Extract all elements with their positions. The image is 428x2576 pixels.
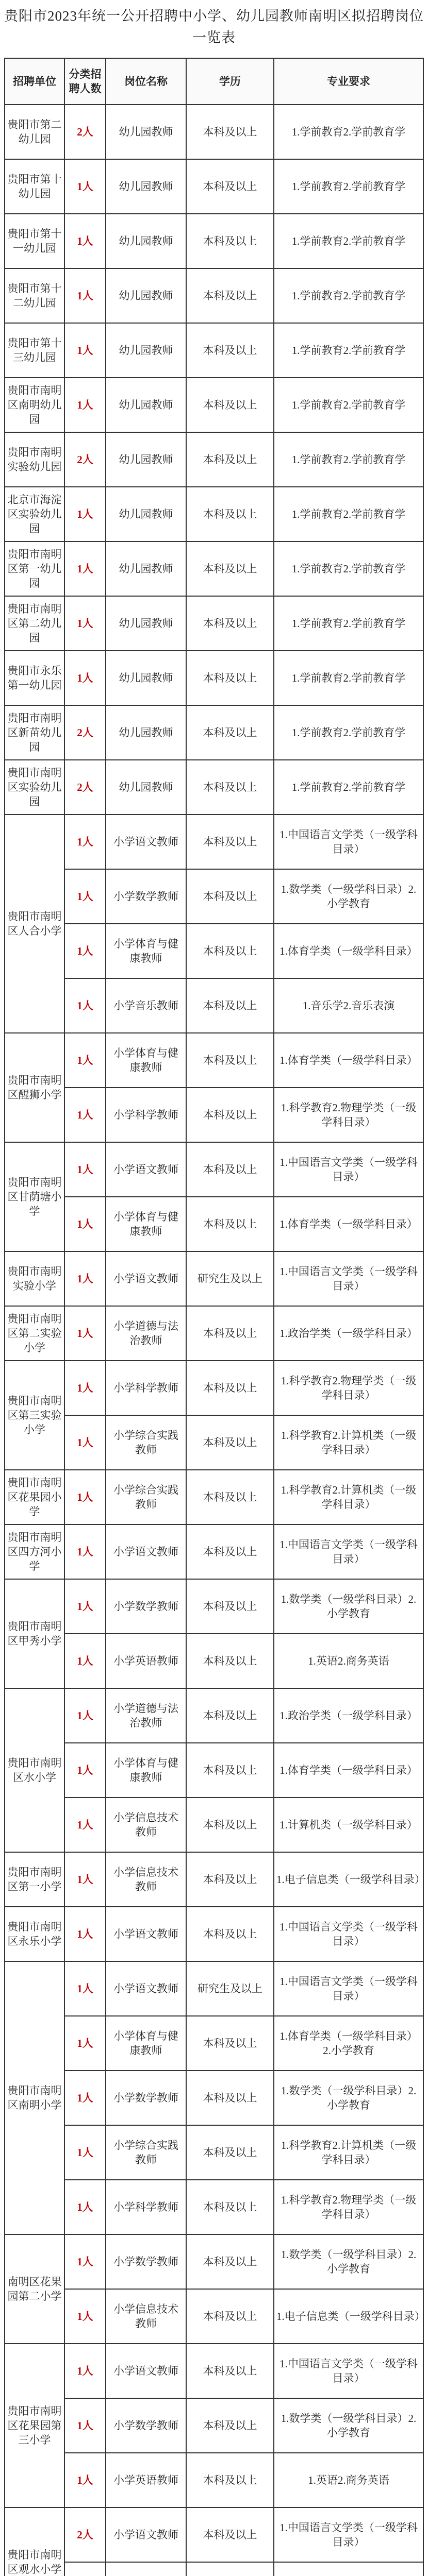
- table-row: [5, 1415, 423, 1470]
- education-cell: 本科及以上: [186, 214, 274, 268]
- education-cell: [186, 2562, 274, 2576]
- school-cell: 贵阳市第十一幼儿园: [5, 214, 64, 268]
- header-count: 分类招聘人数: [64, 58, 106, 105]
- major-cell: 1.数学类（一级学科目录）2.小学教育: [274, 1579, 423, 1634]
- count-cell: 1人: [64, 1197, 106, 1251]
- education-cell: 本科及以上: [186, 2016, 274, 2071]
- school-cell: 贵阳市南明区南明小学: [5, 1961, 64, 2234]
- header-school: 招聘单位: [5, 58, 64, 105]
- major-cell: 1.学前教育2.学前教育学: [274, 651, 423, 705]
- education-cell: 本科及以上: [186, 760, 274, 815]
- major-cell: 1.政治学类（一级学科目录）: [274, 1306, 423, 1361]
- school-cell: 南明区花果园第二小学: [5, 2234, 64, 2344]
- major-cell: 1.政治学类（一级学科目录）: [274, 1688, 423, 1743]
- table-row: [5, 1907, 423, 1961]
- education-cell: 本科及以上: [186, 159, 274, 214]
- education-cell: 本科及以上: [186, 651, 274, 705]
- major-cell: 1.电子信息类（一级学科目录）: [274, 1852, 423, 1907]
- table-row: [5, 596, 423, 651]
- count-cell: 1人: [64, 1907, 106, 1961]
- major-cell: 1.中国语言文学类（一级学科目录）: [274, 2344, 423, 2398]
- education-cell: 本科及以上: [186, 1033, 274, 1088]
- header-major: 专业要求: [274, 58, 423, 105]
- major-cell: 1.音乐学2.音乐表演: [274, 978, 423, 1033]
- page-title: 贵阳市2023年统一公开招聘中小学、幼儿园教师南明区拟招聘岗位一览表: [4, 8, 424, 45]
- education-cell: 本科及以上: [186, 978, 274, 1033]
- count-cell: 1人: [64, 1361, 106, 1415]
- count-cell: 1人: [64, 1688, 106, 1743]
- count-cell: 1人: [64, 2398, 106, 2453]
- table-row: [5, 541, 423, 596]
- school-cell: 贵阳市南明区第二幼儿园: [5, 596, 64, 651]
- school-cell: 贵阳市南明区第三实验小学: [5, 1361, 64, 1470]
- count-cell: 1人: [64, 214, 106, 268]
- post-cell: 小学语文教师: [106, 1907, 186, 1961]
- major-cell: 1.科学教育2.物理学类（一级学科目录）: [274, 2180, 423, 2234]
- table-row: [5, 1251, 423, 1306]
- education-cell: 本科及以上: [186, 1852, 274, 1907]
- table-row: [5, 159, 423, 214]
- post-cell: 小学数学教师: [106, 869, 186, 924]
- post-cell: 幼儿园教师: [106, 651, 186, 705]
- school-cell: 贵阳市南明区第一小学: [5, 1852, 64, 1907]
- table-row: [5, 1688, 423, 1743]
- count-cell: 1人: [64, 924, 106, 978]
- education-cell: 本科及以上: [186, 2234, 274, 2289]
- post-cell: 小学信息技术教师: [106, 1798, 186, 1852]
- major-cell: 1.学前教育2.学前教育学: [274, 105, 423, 159]
- post-cell: 小学体育与健康教师: [106, 1033, 186, 1088]
- school-cell: 贵阳市南明区第一幼儿园: [5, 541, 64, 596]
- major-cell: 1.体育学类（一级学科目录）2.小学教育: [274, 2016, 423, 2071]
- major-cell: 1.学前教育2.学前教育学: [274, 378, 423, 432]
- count-cell: 1人: [64, 2016, 106, 2071]
- major-cell: 1.学前教育2.学前教育学: [274, 541, 423, 596]
- major-cell: 1.学前教育2.学前教育学: [274, 760, 423, 815]
- school-cell: 贵阳市南明区四方河小学: [5, 1524, 64, 1579]
- major-cell: 1.学前教育2.学前教育学: [274, 214, 423, 268]
- major-cell: 1.电子信息类（一级学科目录）: [274, 2289, 423, 2344]
- post-cell: 小学综合实践教师: [106, 2125, 186, 2180]
- table-row: [5, 705, 423, 760]
- education-cell: 本科及以上: [186, 1415, 274, 1470]
- education-cell: 本科及以上: [186, 869, 274, 924]
- education-cell: 本科及以上: [186, 1197, 274, 1251]
- count-cell: 1人: [64, 487, 106, 541]
- major-cell: 1.学前教育2.学前教育学: [274, 268, 423, 323]
- table-row: [5, 978, 423, 1033]
- education-cell: 本科及以上: [186, 2071, 274, 2125]
- education-cell: 本科及以上: [186, 1470, 274, 1524]
- table-row: [5, 2289, 423, 2344]
- post-cell: 小学英语教师: [106, 1634, 186, 1688]
- school-cell: 贵阳市第十幼儿园: [5, 159, 64, 214]
- post-cell: 小学数学教师: [106, 2071, 186, 2125]
- table-row: [5, 760, 423, 815]
- post-cell: 小学数学教师: [106, 2398, 186, 2453]
- education-cell: 本科及以上: [186, 2507, 274, 2562]
- count-cell: 1人: [64, 596, 106, 651]
- table-body: [5, 105, 423, 2576]
- major-cell: [274, 2562, 423, 2576]
- school-cell: 贵阳市南明区水小学: [5, 1688, 64, 1852]
- table-row: [5, 1524, 423, 1579]
- education-cell: 本科及以上: [186, 1798, 274, 1852]
- count-cell: 1人: [64, 159, 106, 214]
- post-cell: 小学综合实践教师: [106, 1415, 186, 1470]
- school-cell: 贵阳市第二幼儿园: [5, 105, 64, 159]
- education-cell: 本科及以上: [186, 705, 274, 760]
- major-cell: 1.数学类（一级学科目录）2.小学教育: [274, 869, 423, 924]
- count-cell: 1人: [64, 2071, 106, 2125]
- count-cell: 1人: [64, 1251, 106, 1306]
- education-cell: 本科及以上: [186, 2453, 274, 2507]
- education-cell: 本科及以上: [186, 1306, 274, 1361]
- table-row: [5, 2234, 423, 2289]
- major-cell: 1.英语2.商务英语: [274, 1634, 423, 1688]
- table-row: [5, 214, 423, 268]
- major-cell: 1.学前教育2.学前教育学: [274, 159, 423, 214]
- major-cell: 1.英语2.商务英语: [274, 2453, 423, 2507]
- education-cell: 本科及以上: [186, 2289, 274, 2344]
- school-cell: 贵阳市南明区甘荫塘小学: [5, 1142, 64, 1251]
- education-cell: 本科及以上: [186, 541, 274, 596]
- table-row: [5, 1634, 423, 1688]
- table-row: [5, 105, 423, 159]
- major-cell: 1.数学类（一级学科目录）2.小学教育: [274, 2398, 423, 2453]
- school-cell: 贵阳市南明区第二实验小学: [5, 1306, 64, 1361]
- education-cell: 本科及以上: [186, 1361, 274, 1415]
- major-cell: 1.中国语言文学类（一级学科目录）: [274, 1907, 423, 1961]
- major-cell: 1.中国语言文学类（一级学科目录）: [274, 1961, 423, 2016]
- post-cell: 小学科学教师: [106, 2180, 186, 2234]
- count-cell: 1人: [64, 2180, 106, 2234]
- table-header-row: [5, 58, 423, 105]
- table-row: [5, 1743, 423, 1798]
- education-cell: 本科及以上: [186, 1579, 274, 1634]
- count-cell: 1人: [64, 323, 106, 378]
- table-row: [5, 432, 423, 487]
- major-cell: 1.学前教育2.学前教育学: [274, 487, 423, 541]
- post-cell: 小学体育与健康教师: [106, 1197, 186, 1251]
- major-cell: 1.学前教育2.学前教育学: [274, 432, 423, 487]
- school-cell: 贵阳市南明区人合小学: [5, 815, 64, 1033]
- table-row: [5, 1361, 423, 1415]
- table-row: [5, 487, 423, 541]
- table-row: [5, 1579, 423, 1634]
- count-cell: 1人: [64, 1306, 106, 1361]
- table-row: [5, 2180, 423, 2234]
- education-cell: 本科及以上: [186, 1688, 274, 1743]
- major-cell: 1.中国语言文学类（一级学科目录）: [274, 1251, 423, 1306]
- post-cell: [106, 2562, 186, 2576]
- education-cell: 研究生及以上: [186, 1961, 274, 2016]
- post-cell: 幼儿园教师: [106, 705, 186, 760]
- count-cell: 1人: [64, 1470, 106, 1524]
- table-row: [5, 1142, 423, 1197]
- count-cell: 1人: [64, 268, 106, 323]
- count-cell: 1人: [64, 541, 106, 596]
- table-row: [5, 2507, 423, 2562]
- post-cell: 小学数学教师: [106, 2234, 186, 2289]
- education-cell: 本科及以上: [186, 1634, 274, 1688]
- table-row: [5, 268, 423, 323]
- count-cell: 1人: [64, 2344, 106, 2398]
- major-cell: 1.中国语言文学类（一级学科目录）: [274, 815, 423, 869]
- count-cell: 1人: [64, 1852, 106, 1907]
- education-cell: 本科及以上: [186, 105, 274, 159]
- table-row: [5, 2016, 423, 2071]
- post-cell: 幼儿园教师: [106, 214, 186, 268]
- table-row: [5, 2344, 423, 2398]
- post-cell: 幼儿园教师: [106, 378, 186, 432]
- school-cell: 贵阳市南明区南明幼儿园: [5, 378, 64, 432]
- count-cell: 1人: [64, 815, 106, 869]
- count-cell: 1人: [64, 1961, 106, 2016]
- post-cell: 小学综合实践教师: [106, 1470, 186, 1524]
- count-cell: 2人: [64, 105, 106, 159]
- post-cell: 小学道德与法治教师: [106, 1688, 186, 1743]
- major-cell: 1.数学类（一级学科目录）2.小学教育: [274, 2234, 423, 2289]
- post-cell: 幼儿园教师: [106, 268, 186, 323]
- table-row: [5, 1306, 423, 1361]
- education-cell: 本科及以上: [186, 815, 274, 869]
- header-education: 学历: [186, 58, 274, 105]
- count-cell: 1人: [64, 2125, 106, 2180]
- count-cell: 1人: [64, 1142, 106, 1197]
- post-cell: 幼儿园教师: [106, 432, 186, 487]
- school-cell: 贵阳市南明区观水小学: [5, 2507, 64, 2576]
- major-cell: 1.科学教育2.计算机类（一级学科目录）: [274, 1415, 423, 1470]
- table-row: [5, 924, 423, 978]
- table-row: [5, 1961, 423, 2016]
- school-cell: 贵阳市南明区新苗幼儿园: [5, 705, 64, 760]
- count-cell: [64, 2562, 106, 2576]
- major-cell: 1.体育学类（一级学科目录）: [274, 924, 423, 978]
- count-cell: 1人: [64, 1415, 106, 1470]
- school-cell: 贵阳市第十二幼儿园: [5, 268, 64, 323]
- major-cell: 1.体育学类（一级学科目录）: [274, 1033, 423, 1088]
- post-cell: 小学语文教师: [106, 1251, 186, 1306]
- count-cell: 2人: [64, 705, 106, 760]
- post-cell: 小学音乐教师: [106, 978, 186, 1033]
- post-cell: 幼儿园教师: [106, 487, 186, 541]
- education-cell: 本科及以上: [186, 378, 274, 432]
- post-cell: 小学道德与法治教师: [106, 1306, 186, 1361]
- education-cell: 本科及以上: [186, 1524, 274, 1579]
- post-cell: 小学数学教师: [106, 1579, 186, 1634]
- table-row: [5, 2071, 423, 2125]
- count-cell: 1人: [64, 1088, 106, 1142]
- post-cell: 小学语文教师: [106, 1524, 186, 1579]
- post-cell: 幼儿园教师: [106, 323, 186, 378]
- major-cell: 1.科学教育2.计算机类（一级学科目录）: [274, 2125, 423, 2180]
- count-cell: 1人: [64, 1033, 106, 1088]
- count-cell: 2人: [64, 432, 106, 487]
- post-cell: 小学信息技术教师: [106, 1852, 186, 1907]
- education-cell: 本科及以上: [186, 1907, 274, 1961]
- count-cell: 2人: [64, 2507, 106, 2562]
- education-cell: 本科及以上: [186, 1142, 274, 1197]
- education-cell: 本科及以上: [186, 2125, 274, 2180]
- count-cell: 1人: [64, 651, 106, 705]
- post-cell: 小学科学教师: [106, 1361, 186, 1415]
- major-cell: 1.体育学类（一级学科目录）: [274, 1743, 423, 1798]
- major-cell: 1.计算机类（一级学科目录）: [274, 1798, 423, 1852]
- table-row: [5, 651, 423, 705]
- count-cell: 1人: [64, 1579, 106, 1634]
- major-cell: 1.中国语言文学类（一级学科目录）: [274, 1524, 423, 1579]
- education-cell: 本科及以上: [186, 2398, 274, 2453]
- post-cell: 小学信息技术教师: [106, 2289, 186, 2344]
- school-cell: 贵阳市南明区花果园小学: [5, 1470, 64, 1524]
- count-cell: 1人: [64, 1634, 106, 1688]
- post-cell: 小学语文教师: [106, 1142, 186, 1197]
- table-row: [5, 2125, 423, 2180]
- table-row: [5, 815, 423, 869]
- major-cell: 1.科学教育2.物理学类（一级学科目录）: [274, 1088, 423, 1142]
- table-row: [5, 323, 423, 378]
- count-cell: 1人: [64, 1524, 106, 1579]
- table-row: [5, 2398, 423, 2453]
- post-cell: 小学科学教师: [106, 1088, 186, 1142]
- education-cell: 本科及以上: [186, 323, 274, 378]
- count-cell: 1人: [64, 2453, 106, 2507]
- major-cell: 1.体育学类（一级学科目录）: [274, 1197, 423, 1251]
- major-cell: 1.学前教育2.学前教育学: [274, 596, 423, 651]
- school-cell: 贵阳市南明区甲秀小学: [5, 1579, 64, 1688]
- major-cell: 1.科学教育2.物理学类（一级学科目录）: [274, 1361, 423, 1415]
- post-cell: 小学体育与健康教师: [106, 1743, 186, 1798]
- table-row: [5, 869, 423, 924]
- job-table: [4, 58, 424, 2576]
- major-cell: 1.数学类（一级学科目录）2.小学教育: [274, 2071, 423, 2125]
- education-cell: 本科及以上: [186, 2180, 274, 2234]
- post-cell: 幼儿园教师: [106, 105, 186, 159]
- school-cell: 贵阳市永乐第一幼儿园: [5, 651, 64, 705]
- education-cell: 本科及以上: [186, 487, 274, 541]
- education-cell: 本科及以上: [186, 1088, 274, 1142]
- education-cell: 本科及以上: [186, 432, 274, 487]
- count-cell: 1人: [64, 2289, 106, 2344]
- table-row: [5, 1852, 423, 1907]
- school-cell: 贵阳市南明区永乐小学: [5, 1907, 64, 1961]
- major-cell: 1.学前教育2.学前教育学: [274, 705, 423, 760]
- post-cell: 小学语文教师: [106, 815, 186, 869]
- school-cell: 贵阳市南明区醒狮小学: [5, 1033, 64, 1142]
- education-cell: 本科及以上: [186, 924, 274, 978]
- count-cell: 1人: [64, 378, 106, 432]
- post-cell: 幼儿园教师: [106, 159, 186, 214]
- post-cell: 小学体育与健康教师: [106, 2016, 186, 2071]
- table-row: [5, 2562, 423, 2576]
- school-cell: 贵阳市南明区实验幼儿园: [5, 760, 64, 815]
- education-cell: 研究生及以上: [186, 1251, 274, 1306]
- count-cell: 1人: [64, 869, 106, 924]
- school-cell: 北京市海淀区实验幼儿园: [5, 487, 64, 541]
- major-cell: 1.科学教育2.计算机类（一级学科目录）: [274, 1470, 423, 1524]
- table-row: [5, 2453, 423, 2507]
- education-cell: 本科及以上: [186, 1743, 274, 1798]
- count-cell: 1人: [64, 1743, 106, 1798]
- school-cell: 贵阳市南明实验幼儿园: [5, 432, 64, 487]
- table-row: [5, 1798, 423, 1852]
- school-cell: 贵阳市南明实验小学: [5, 1251, 64, 1306]
- school-cell: 贵阳市第十三幼儿园: [5, 323, 64, 378]
- count-cell: 1人: [64, 1798, 106, 1852]
- post-cell: 小学体育与健康教师: [106, 924, 186, 978]
- post-cell: 小学语文教师: [106, 2507, 186, 2562]
- table-row: [5, 378, 423, 432]
- education-cell: 本科及以上: [186, 268, 274, 323]
- school-cell: 贵阳市南明区花果园第三小学: [5, 2344, 64, 2507]
- education-cell: 本科及以上: [186, 2344, 274, 2398]
- table-row: [5, 1033, 423, 1088]
- major-cell: 1.中国语言文学类（一级学科目录）: [274, 1142, 423, 1197]
- header-post: 岗位名称: [106, 58, 186, 105]
- major-cell: 1.学前教育2.学前教育学: [274, 323, 423, 378]
- post-cell: 幼儿园教师: [106, 541, 186, 596]
- post-cell: 幼儿园教师: [106, 596, 186, 651]
- table-row: [5, 1088, 423, 1142]
- count-cell: 1人: [64, 2234, 106, 2289]
- post-cell: 小学语文教师: [106, 1961, 186, 2016]
- table-row: [5, 1470, 423, 1524]
- post-cell: 小学语文教师: [106, 2344, 186, 2398]
- count-cell: 2人: [64, 760, 106, 815]
- education-cell: 本科及以上: [186, 596, 274, 651]
- table-row: [5, 1197, 423, 1251]
- count-cell: 1人: [64, 978, 106, 1033]
- major-cell: 1.中国语言文学类（一级学科目录）: [274, 2507, 423, 2562]
- post-cell: 小学英语教师: [106, 2453, 186, 2507]
- post-cell: 幼儿园教师: [106, 760, 186, 815]
